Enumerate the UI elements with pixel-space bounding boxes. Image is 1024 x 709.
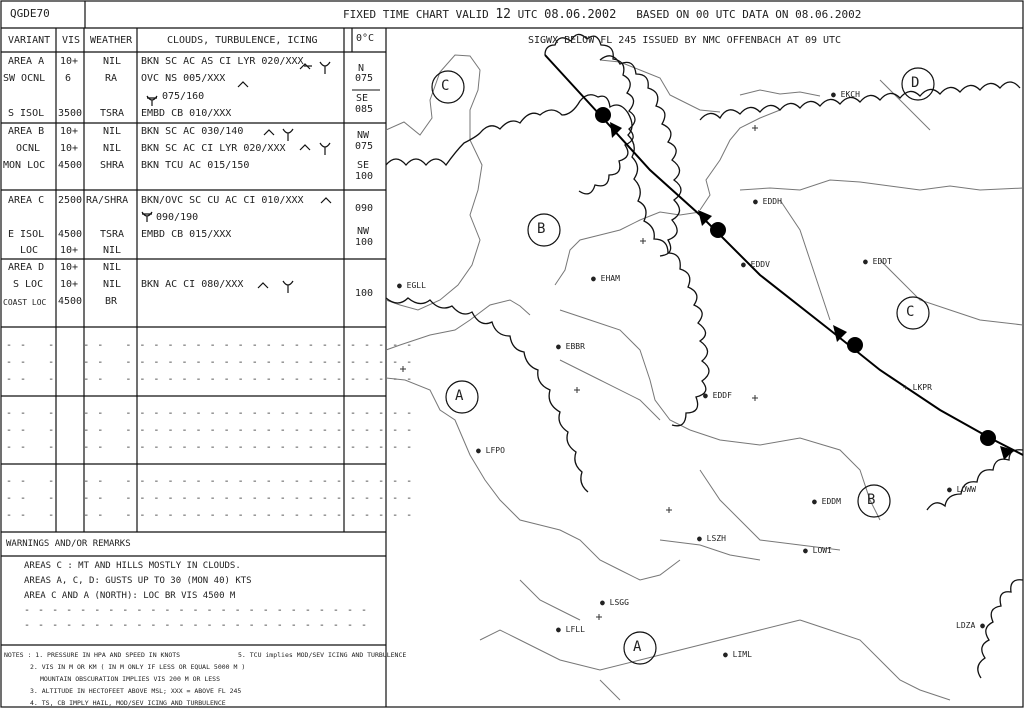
- map-title: SIGWX BELOW FL 245 ISSUED BY NMC OFFENBACH AT 09 UTC: [528, 35, 842, 46]
- station-label: EDDT: [872, 257, 892, 266]
- area-d-weather-0: NIL: [103, 262, 122, 273]
- station-lowi: ● LOWI: [803, 546, 832, 555]
- area-b-weather-2: SHRA: [100, 160, 125, 171]
- station-label: LOWI: [812, 546, 832, 555]
- map-area-label: D: [911, 75, 920, 91]
- area-a-variant-0: AREA A: [8, 56, 45, 67]
- station-liml: ● LIML: [723, 650, 752, 659]
- area-d-vis-1: 10+: [60, 279, 79, 290]
- area-c-fz-1: NW: [357, 226, 370, 237]
- area-d-fz-0: 100: [355, 288, 374, 299]
- station-label: EHAM: [600, 274, 620, 283]
- station-eddv: ● EDDV: [741, 260, 770, 269]
- area-c-clouds-0: BKN/OVC SC CU AC CI 010/XXX: [141, 195, 304, 206]
- area-b-vis-2: 4500: [58, 160, 83, 171]
- note-line: 3. ALTITUDE IN HECTOFEET ABOVE MSL; XXX = ABOVE FL 245: [30, 687, 242, 695]
- area-b-fz-3: 100: [355, 171, 374, 182]
- area-b-vis-1: 10+: [60, 143, 79, 154]
- area-c-clouds-2: EMBD CB 015/XXX: [141, 229, 232, 240]
- station-label: LSGG: [609, 598, 629, 607]
- remark-line: AREAS A, C, D: GUSTS UP TO 30 (MON 40) KTS: [24, 576, 252, 586]
- area-c-clouds-1: 090/190: [156, 212, 199, 223]
- area-a-fz-1: 075: [355, 73, 374, 84]
- front-symbols: [595, 107, 1014, 460]
- station-label: EDDM: [821, 497, 841, 506]
- empty-dash-row: - - - - - - - - - - - - - - - - - - - - - - - - - -: [6, 425, 414, 436]
- area-d-weather-2: BR: [105, 296, 118, 307]
- remark-line: AREA C AND A (NORTH): LOC BR VIS 4500 M: [24, 591, 236, 601]
- col-weather: WEATHER: [90, 35, 133, 46]
- empty-dash-row: - - - - - - - - - - - - - - - - - - - - - - - - -: [24, 605, 369, 616]
- station-label: EDDF: [712, 391, 732, 400]
- valid-prefix: FIXED TIME CHART VALID: [343, 8, 489, 21]
- area-c-vis-3: 10+: [60, 245, 79, 256]
- remarks-title: WARNINGS AND/OR REMARKS: [6, 539, 131, 549]
- empty-dash-row: - - - - - - - - - - - - - - - - - - - - - - - - -: [24, 620, 369, 631]
- area-d-variant-0: AREA D: [8, 262, 45, 273]
- remark-line: AREAS C : MT AND HILLS MOSTLY IN CLOUDS.: [24, 561, 241, 571]
- area-a-vis-1: 6: [65, 73, 72, 84]
- area-a-fz-2: SE: [356, 93, 369, 104]
- station-lkpr: + LKPR: [903, 383, 932, 392]
- area-b-clouds-1: BKN SC AC CI LYR 020/XXX: [141, 143, 286, 154]
- area-a-clouds-3: EMBD CB 010/XXX: [141, 108, 232, 119]
- area-b-clouds-2: BKN TCU AC 015/150: [141, 160, 250, 171]
- area-c-weather-3: NIL: [103, 245, 122, 256]
- area-c-fz-0: 090: [355, 203, 374, 214]
- station-label: EGLL: [406, 281, 426, 290]
- area-c-variant-2: E ISOL: [8, 229, 45, 240]
- station-egll: ● EGLL: [397, 281, 426, 290]
- area-d-vis-2: 4500: [58, 296, 83, 307]
- area-d-clouds-1: BKN AC CI 080/XXX: [141, 279, 244, 290]
- area-b-fz-0: NW: [357, 130, 370, 141]
- area-a-weather-3: TSRA: [100, 108, 125, 119]
- station-label: LKPR: [912, 383, 932, 392]
- empty-dash-row: - - - - - - - - - - - - - - - - - - - - - - - - - -: [6, 476, 414, 487]
- note-line: MOUNTAIN OBSCURATION IMPLIES VIS 200 M OR LESS: [40, 675, 221, 683]
- empty-dash-row: - - - - - - - - - - - - - - - - - - - - - - - - - -: [6, 442, 414, 453]
- area-d-variant-1: S LOC: [13, 279, 44, 290]
- col-variant: VARIANT: [8, 35, 51, 46]
- area-c-vis-0: 2500: [58, 195, 83, 206]
- area-a-variant-3: S ISOL: [8, 108, 45, 119]
- station-label: LSZH: [706, 534, 726, 543]
- station-eddm: ● EDDM: [812, 497, 841, 506]
- area-d-weather-1: NIL: [103, 279, 122, 290]
- station-ekch: ● EKCH: [831, 90, 860, 99]
- map-area-label: C: [906, 304, 915, 320]
- station-label: LFLL: [565, 625, 585, 634]
- station-eddf: ● EDDF: [703, 391, 732, 400]
- station-label: LIML: [732, 650, 752, 659]
- area-a-vis-0: 10+: [60, 56, 79, 67]
- empty-dash-row: - - - - - - - - - - - - - - - - - - - - - - - - - -: [6, 374, 414, 385]
- area-d-vis-0: 10+: [60, 262, 79, 273]
- empty-dash-row: - - - - - - - - - - - - - - - - - - - - - - - - - -: [6, 493, 414, 504]
- area-c-fz-2: 100: [355, 237, 374, 248]
- area-d-variant-2: COAST LOC: [3, 298, 47, 307]
- area-a-clouds-1: OVC NS 005/XXX: [141, 73, 226, 84]
- map-area-label: B: [537, 221, 546, 237]
- valid-date: 08.06.2002: [544, 7, 617, 21]
- chart-id: QGDE70: [10, 7, 50, 20]
- station-label: EKCH: [840, 90, 860, 99]
- note-line: 2. VIS IN M OR KM ( IN M ONLY IF LESS OR EQUAL 5000 M ): [30, 663, 246, 671]
- empty-dash-row: - - - - - - - - - - - - - - - - - - - - - - - - - -: [6, 340, 414, 351]
- station-label: EDDV: [750, 260, 770, 269]
- valid-utc: UTC: [517, 8, 538, 21]
- station-label: LFPO: [485, 446, 505, 455]
- note-line: NOTES : 1. PRESSURE IN HPA AND SPEED IN KNOTS: [4, 651, 181, 659]
- col-clouds: CLOUDS, TURBULENCE, ICING: [167, 35, 318, 46]
- station-label: LOWW: [956, 485, 976, 494]
- empty-dash-row: - - - - - - - - - - - - - - - - - - - - - - - - - -: [6, 357, 414, 368]
- area-b-variant-0: AREA B: [8, 126, 45, 137]
- area-b-variant-2: MON LOC: [3, 160, 46, 171]
- valid-hour: 12: [495, 7, 511, 22]
- empty-dash-row: - - - - - - - - - - - - - - - - - - - - - - - - - -: [6, 408, 414, 419]
- station-ldza: LDZA ●: [956, 621, 985, 630]
- area-a-weather-0: NIL: [103, 56, 122, 67]
- area-b-variant-1: OCNL: [16, 143, 41, 154]
- area-a-weather-1: RA: [105, 73, 118, 84]
- station-eddh: ● EDDH: [753, 197, 782, 206]
- area-b-weather-0: NIL: [103, 126, 122, 137]
- area-b-fz-2: SE: [357, 160, 370, 171]
- station-eham: ● EHAM: [591, 274, 620, 283]
- station-ebbr: ● EBBR: [556, 342, 585, 351]
- col-vis: VIS: [62, 35, 81, 46]
- station-loww: ● LOWW: [947, 485, 976, 494]
- col-freezing: 0°C: [356, 33, 375, 44]
- station-lszh: ● LSZH: [697, 534, 726, 543]
- map-area-label: A: [633, 639, 642, 655]
- station-label: LDZA: [956, 621, 976, 630]
- area-c-vis-2: 4500: [58, 229, 83, 240]
- station-lsgg: ● LSGG: [600, 598, 629, 607]
- station-eddt: ● EDDT: [863, 257, 892, 266]
- area-b-vis-0: 10+: [60, 126, 79, 137]
- area-a-variant-1: SW OCNL: [3, 73, 46, 84]
- area-c-weather-2: TSRA: [100, 229, 125, 240]
- area-a-clouds-2: 075/160: [162, 91, 205, 102]
- area-b-fz-1: 075: [355, 141, 374, 152]
- station-label: EBBR: [565, 342, 585, 351]
- map: [386, 34, 1023, 700]
- station-label: EDDH: [762, 197, 782, 206]
- map-area-label: A: [455, 388, 464, 404]
- area-c-weather-0: RA/SHRA: [86, 195, 129, 206]
- note-line: 5. TCU implies MOD/SEV ICING AND TURBULENCE: [238, 651, 407, 659]
- area-b-clouds-0: BKN SC AC 030/140: [141, 126, 244, 137]
- area-c-variant-0: AREA C: [8, 195, 45, 206]
- empty-dash-row: - - - - - - - - - - - - - - - - - - - - - - - - - -: [6, 510, 414, 521]
- map-area-label: C: [441, 78, 450, 94]
- note-line: 4. TS, CB IMPLY HAIL, MOD/SEV ICING AND TURBULENCE: [30, 699, 226, 707]
- station-lfpo: ● LFPO: [476, 446, 505, 455]
- area-a-fz-0: N: [358, 63, 365, 74]
- area-a-vis-3: 3500: [58, 108, 83, 119]
- based-on: BASED ON 00 UTC DATA ON 08.06.2002: [636, 8, 862, 21]
- validity-line: [343, 8, 861, 21]
- area-b-weather-1: NIL: [103, 143, 122, 154]
- area-a-fz-3: 085: [355, 104, 374, 115]
- station-lfll: ● LFLL: [556, 625, 585, 634]
- map-area-label: B: [867, 492, 876, 508]
- area-a-clouds-0: BKN SC AC AS CI LYR 020/XXX: [141, 56, 304, 67]
- area-c-variant-3: LOC: [20, 245, 39, 256]
